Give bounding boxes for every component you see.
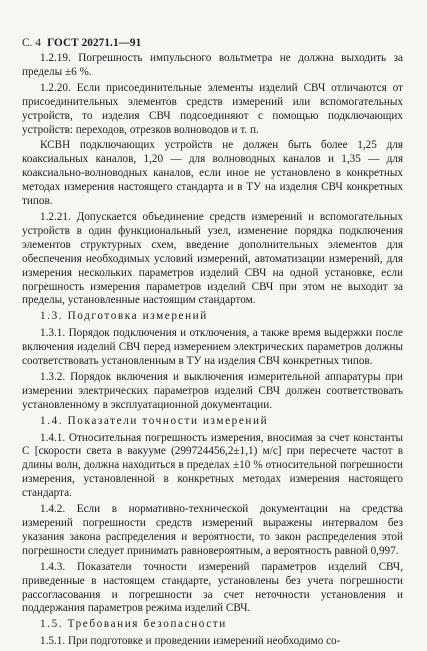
paragraph-1-3-2: 1.3.2. Порядок включения и выключения измерительной аппаратуры при измерении электрических параметров изделий СВЧ должен соответствовать установленному в эксплуатационной документации. xyxy=(22,370,403,411)
paragraph-1-2-21: 1.2.21. Допускается объединение средств измерений и вспомогательных устройств в один функциональный узел, изменение порядка подключения элементов структурных схем, введение дополнительных элементов для обеспечения необходимых условий измерений, автоматизации измерений, для измерения нескольких параметров изделий СВЧ на одной установке, если погрешность измерения параметров изделий СВЧ при этом не выходит за пределы, установленные настоящим стандартом. xyxy=(22,210,403,307)
paragraph-1-5-1: 1.5.1. При подготовке и проведении измерений необходимо со- xyxy=(40,635,341,648)
paragraph-1-2-20: 1.2.20. Если присоединительные элементы изделий СВЧ отличаются от присоединительных элементов средств измерений или вспомогательных устройств, то изделия СВЧ подсоединяют с помощью подключающих устройств: переходов, отрезков волноводов и т. п. xyxy=(22,81,403,136)
document-body xyxy=(22,52,403,651)
paragraph-1-4-1: 1.4.1. Относительная погрешность измерения, вносимая за счет константы С [скорости света в вакууме (299724456,2±1,1) м/с] при пересчете частот в длины волн, должна находиться в пределах ±10 % относительной погрешности измерения, установленной в конкретных методах измерения настоящего стандарта. xyxy=(22,431,403,500)
paragraph-1-3-1: 1.3.1. Порядок подключения и отключения, а также время выдержки после включения изделий СВЧ перед измерением электрических параметров должны соответствовать установленным в ТУ на изделия СВЧ конкретных типов. xyxy=(22,327,403,368)
paragraph-1-4-3: 1.4.3. Показатели точности измерений параметров изделий СВЧ, приведенные в настоящем стандарте, установлены без учета погрешности рассогласования и погрешности за счет неточности установления и поддержания параметров режима изделий СВЧ. xyxy=(22,560,403,615)
paragraph-1-4-2: 1.4.2. Если в нормативно-технической документации на средства измерений погрешности средств измерений выражены интервалом без указания закона распределения и вероятности, то закон распределения этой погрешности следует принимать равновероятным, а вероятность равной 0,997. xyxy=(22,503,403,557)
section-heading-1-5: 1.5. Требования безопасности xyxy=(40,618,227,631)
paragraph-ksvn: КСВН подключающих устройств не должен быть более 1,25 для коаксиальных каналов, 1,20 — для волноводных каналов и 1,35 — для коаксиально-волноводных каналов, если иное не установлено в конкретных методах измерения настоящего стандарта и в ТУ на изделия СВЧ конкретных типов. xyxy=(22,139,403,208)
page-number: С. 4 xyxy=(22,37,42,49)
section-heading-1-4: 1.4. Показатели точности измерений xyxy=(40,414,269,427)
paragraph-1-2-19: 1.2.19. Погрешность импульсного вольтметра не должна выходить за пределы ±6 %. xyxy=(22,52,403,78)
page-header xyxy=(22,36,141,50)
section-heading-1-3: 1.3. Подготовка измерений xyxy=(40,310,208,323)
standard-designation: ГОСТ 20271.1—91 xyxy=(47,37,142,49)
